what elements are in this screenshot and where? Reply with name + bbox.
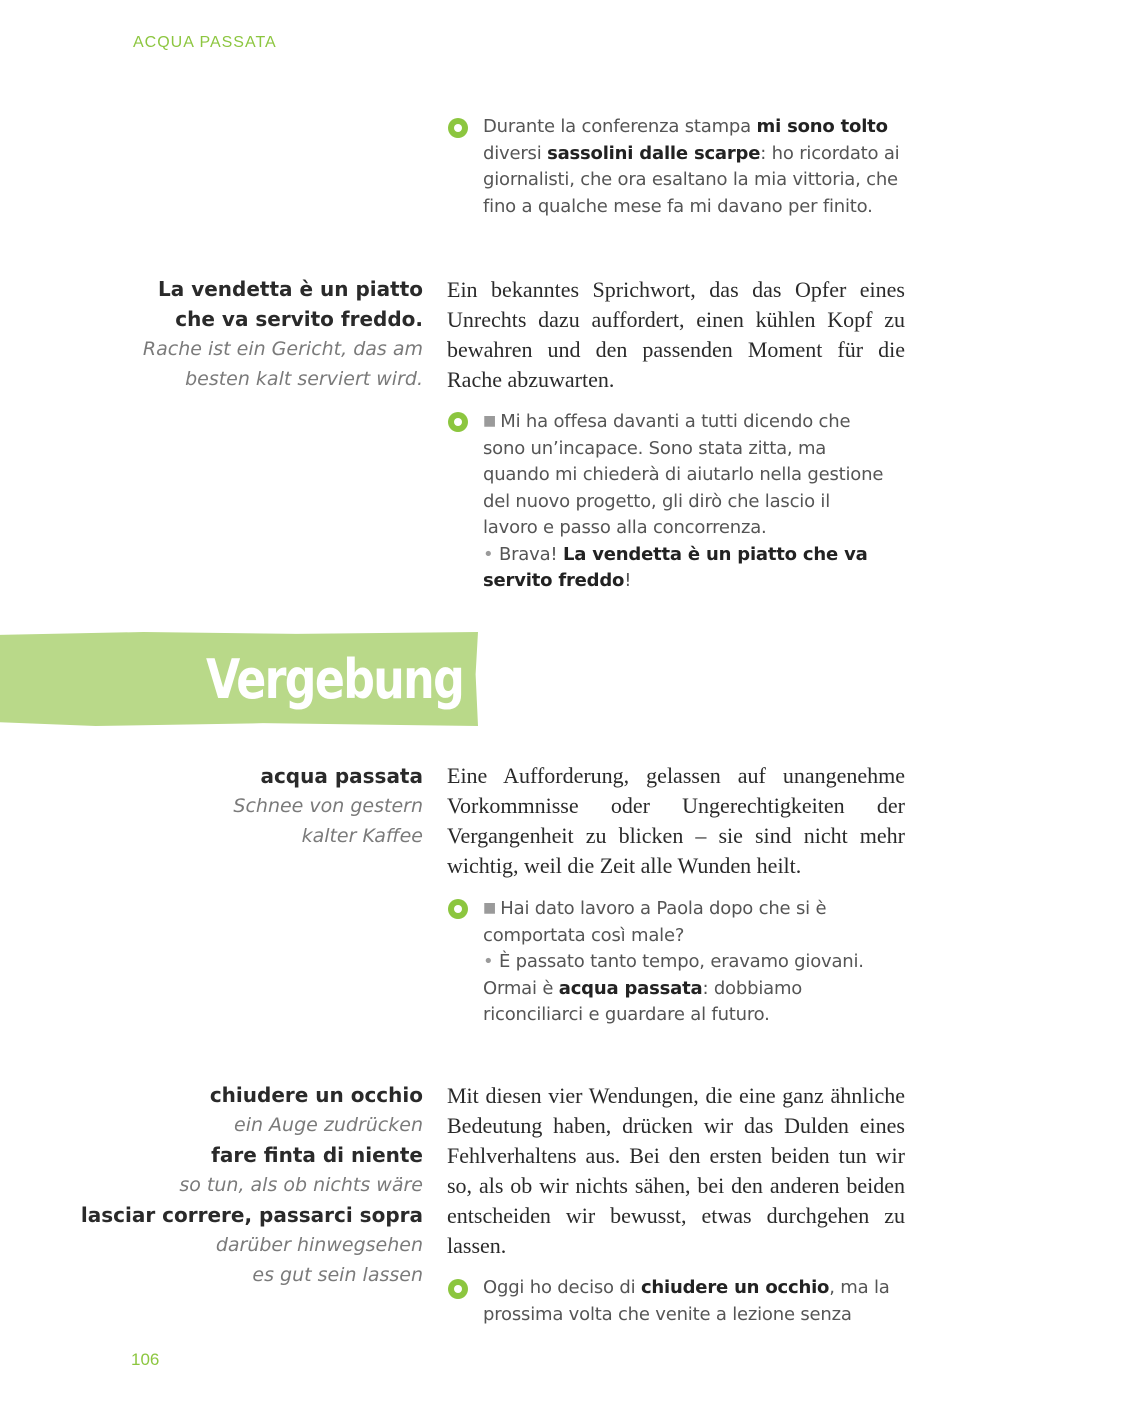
example-bullet-icon — [448, 412, 468, 432]
example-text: sono un’incapace. Sono stata zitta, ma — [483, 437, 827, 459]
example-text: Hai dato lavoro a Paola dopo che si è — [500, 898, 827, 919]
example-text: riconciliarci e guardare al futuro. — [483, 1004, 770, 1025]
highlighted-idiom: chiudere un occhio — [640, 1277, 830, 1298]
page-number: 106 — [131, 1350, 160, 1369]
example-line — [483, 194, 908, 221]
example-line — [483, 1002, 908, 1029]
example-text: giornalisti, che ora esaltano la mia vittoria, che — [483, 169, 898, 190]
entry-terms-vendetta — [143, 274, 423, 394]
idiom-translation: darüber hinwegsehen — [215, 1234, 423, 1256]
idiom-term: La vendetta è un piatto — [158, 277, 423, 301]
example-line — [483, 408, 908, 436]
example-text: lavoro e passo alla concorrenza. — [483, 517, 767, 538]
example-text: prossima volta che venite a lezione senza — [483, 1303, 852, 1325]
example-line — [483, 1302, 908, 1329]
idiom-term: lasciar correre, passarci sopra — [80, 1203, 423, 1227]
idiom-term: fare finta di niente — [211, 1143, 423, 1167]
highlighted-idiom: sassolini dalle scarpe — [547, 142, 761, 164]
example-text: ■ — [483, 413, 501, 429]
example-text: quando mi chiederà di aiutarlo nella gestione — [483, 464, 884, 485]
example-bullet-icon — [448, 1279, 468, 1299]
idiom-translation: kalter Kaffee — [301, 825, 423, 847]
example-line — [483, 949, 908, 976]
entry-description-vendetta: Ein bekanntes Sprichwort, das das Opfer eines Unrechts dazu auffordert, einen kühlen Kopf zu bewahren und den passenden Moment für die Rache abzuwarten. — [447, 277, 905, 392]
example-bullet-icon — [448, 118, 468, 138]
example-vendetta — [448, 408, 908, 595]
idiom-term: acqua passata — [260, 764, 423, 788]
example-text: • — [483, 543, 499, 565]
highlighted-idiom: La vendetta è un piatto che va — [562, 543, 868, 565]
example-lines — [483, 1275, 908, 1328]
example-line — [483, 436, 908, 463]
example-line — [483, 167, 908, 194]
idiom-translation: es gut sein lassen — [252, 1264, 423, 1286]
example-text: : dobbiamo — [702, 977, 803, 999]
example-acqua — [448, 895, 908, 1029]
example-text: ! — [624, 570, 632, 591]
entry-terms-occhio — [81, 1080, 423, 1290]
example-line — [483, 568, 908, 595]
entry-description-acqua: Eine Aufforderung, gelassen auf unangenehme Vorkommnisse oder Ungerechtigkeiten der Vergangenheit zu blicken – sie sind nicht mehr wichtig, weil die Zeit alle Wunden heilt. — [447, 763, 905, 878]
example-text: Durante la conferenza stampa — [483, 116, 757, 137]
example-line — [483, 542, 908, 569]
entry-description-occhio: Mit diesen vier Wendungen, die eine ganz ähnliche Bedeutung haben, drücken wir das Dulden eines Fehlverhaltens aus. Bei den ersten beiden tun wir so, als ob wir nichts sähen, bei den anderen beiden entscheiden wir bewusst, etwas durchgehen zu lassen. — [447, 1083, 905, 1258]
example-occhio — [448, 1275, 908, 1328]
example-lines — [483, 408, 908, 595]
idiom-translation: Rache ist ein Gericht, das am — [142, 338, 423, 360]
example-line — [483, 895, 908, 923]
example-text: Oggi ho deciso di — [483, 1277, 641, 1298]
entry-terms-acqua — [233, 761, 423, 851]
idiom-translation: Schnee von gestern — [233, 795, 423, 817]
example-line — [483, 1275, 908, 1302]
example-line — [483, 141, 908, 168]
example-text: • — [483, 951, 499, 972]
running-head: ACQUA PASSATA — [133, 34, 277, 51]
highlighted-idiom: servito freddo — [483, 570, 625, 591]
example-lines — [483, 114, 908, 220]
example-text: ■ — [483, 900, 501, 916]
example-lines — [483, 895, 908, 1029]
example-text: È passato tanto tempo, eravamo giovani. — [498, 951, 864, 972]
example-line — [483, 923, 908, 950]
example-text: Mi ha offesa davanti a tutti dicendo che — [500, 411, 851, 432]
example-text: , ma la — [829, 1277, 890, 1298]
example-bullet-icon — [448, 899, 468, 919]
example-text: diversi — [483, 142, 548, 164]
idiom-translation: so tun, als ob nichts wäre — [179, 1174, 423, 1196]
example-line — [483, 976, 908, 1003]
example-text: del nuovo progetto, gli dirò che lascio il — [483, 490, 831, 512]
idiom-term: che va servito freddo. — [175, 307, 423, 331]
section-title: Vergebung — [206, 648, 464, 711]
example-line — [483, 462, 908, 489]
idiom-translation: besten kalt serviert wird. — [185, 368, 423, 390]
highlighted-idiom: mi sono tolto — [756, 116, 888, 137]
example-text: Ormai è — [483, 977, 559, 999]
example-text: fino a qualche mese fa mi davano per finito. — [483, 195, 873, 217]
example-line — [483, 114, 908, 141]
example-text: Brava! — [498, 543, 563, 565]
example-line — [483, 489, 908, 516]
example-text: comportata così male? — [483, 924, 685, 946]
example-text: : ho ricordato ai — [760, 142, 900, 164]
idiom-translation: ein Auge zudrücken — [234, 1114, 423, 1136]
highlighted-idiom: acqua passata — [558, 977, 703, 999]
example-sassolini — [448, 114, 908, 220]
example-line — [483, 515, 908, 542]
idiom-term: chiudere un occhio — [209, 1083, 423, 1107]
